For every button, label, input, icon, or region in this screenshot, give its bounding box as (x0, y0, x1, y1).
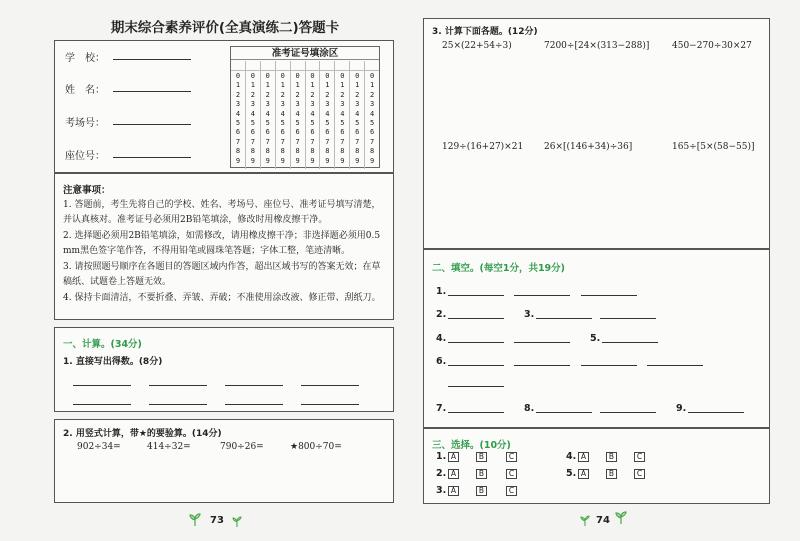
vertical-calc-expression: 790÷26= (220, 442, 264, 452)
option-a-bubble[interactable]: A (448, 469, 459, 479)
note-item: 1. 答题前，考生先将自己的学校、姓名、考场号、座位号、准考证号填写清楚，并认真核对。准考证号必须用2B铅笔填涂，修改时用橡皮擦干净。 (63, 200, 381, 225)
vertical-calc-expression: 902÷34= (77, 442, 121, 452)
fill-blank[interactable] (602, 342, 658, 343)
name-field: 姓 名： (65, 81, 105, 96)
option-c-bubble[interactable]: C (506, 452, 517, 462)
exam-room-input-line[interactable] (113, 124, 191, 125)
digit-column[interactable]: 0 1 2 3 4 5 6 7 8 9 (261, 61, 276, 169)
calc-expression: 7200÷[24×(313−288)] (544, 41, 650, 51)
question-number: 2. (436, 309, 447, 320)
digit-column[interactable]: 0 1 2 3 4 5 6 7 8 9 (246, 61, 261, 169)
seat-input-line[interactable] (113, 157, 191, 158)
school-input-line[interactable] (113, 59, 191, 60)
fill-blank[interactable] (581, 295, 637, 296)
fill-blank[interactable] (536, 318, 592, 319)
fill-blank[interactable] (581, 365, 637, 366)
fill-blank[interactable] (448, 386, 504, 387)
answer-blank[interactable] (301, 404, 359, 405)
notes-title: 注意事项： (63, 185, 111, 196)
mixed-calc-box (423, 18, 770, 249)
option-b-bubble[interactable]: B (476, 452, 487, 462)
answer-blank[interactable] (225, 385, 283, 386)
admission-number-bubble-area (230, 46, 380, 168)
calc-expression: 165÷[5×(58−55)] (672, 142, 755, 152)
question-number: 1. (436, 451, 447, 462)
fill-title: 二、填空。(每空1分，共19分) (432, 263, 566, 274)
fill-blank[interactable] (647, 365, 703, 366)
question-number: 3. (524, 309, 535, 320)
page-number: 73 (210, 515, 224, 526)
calc-expression: 26×[(146+34)÷36] (544, 142, 633, 152)
option-a-bubble[interactable]: A (448, 452, 459, 462)
digit-column[interactable]: 0 1 2 3 4 5 6 7 8 9 (276, 61, 291, 169)
digit-column[interactable]: 0 1 2 3 4 5 6 7 8 9 (306, 61, 321, 169)
fill-blank[interactable] (448, 295, 504, 296)
vertical-calc-box (54, 419, 394, 503)
option-b-bubble[interactable]: B (476, 469, 487, 479)
fill-blank[interactable] (688, 412, 744, 413)
question-number: 4. (566, 451, 577, 462)
calc-expression: 450−270÷30×27 (672, 41, 752, 51)
digit-column[interactable]: 0 1 2 3 4 5 6 7 8 9 (365, 61, 379, 169)
question-number: 9. (676, 403, 687, 414)
option-a-bubble[interactable]: A (578, 469, 589, 479)
option-a-bubble[interactable]: A (448, 486, 459, 496)
sprout-icon (578, 513, 592, 527)
right-page (400, 0, 800, 541)
page-number: 74 (596, 515, 610, 526)
note-item: 2. 选择题必须用2B铅笔填涂，如需修改，请用橡皮擦干净；非选择题必须用0.5 mm黑色签字笔作答，不得用铅笔或圆珠笔答题；字体工整，笔迹清晰。 (63, 231, 381, 256)
fill-blank[interactable] (448, 412, 504, 413)
answer-blank[interactable] (73, 385, 131, 386)
digit-column[interactable]: 0 1 2 3 4 5 6 7 8 9 (320, 61, 335, 169)
fill-blank[interactable] (514, 342, 570, 343)
fill-blank[interactable] (448, 342, 504, 343)
question-number: 3. (436, 485, 447, 496)
answer-blank[interactable] (149, 404, 207, 405)
digit-column[interactable]: 0 1 2 3 4 5 6 7 8 9 (231, 61, 246, 169)
school-field: 学 校： (65, 49, 105, 64)
answer-blank[interactable] (225, 404, 283, 405)
question-number: 8. (524, 403, 535, 414)
choice-title: 三、选择。(10分) (432, 440, 511, 451)
answer-sheet-title: 期末综合素养评价(全真演练二)答题卡 (110, 20, 340, 36)
option-c-bubble[interactable]: C (506, 469, 517, 479)
note-item: 4. 保持卡面清洁，不要折叠、弄皱、弄破；不准使用涂改液、修正带、刮纸刀。 (63, 293, 381, 303)
fill-blank[interactable] (448, 365, 504, 366)
option-c-bubble[interactable]: C (634, 469, 645, 479)
name-input-line[interactable] (113, 91, 191, 92)
option-b-bubble[interactable]: B (606, 469, 617, 479)
digit-column[interactable]: 0 1 2 3 4 5 6 7 8 9 (291, 61, 306, 169)
option-b-bubble[interactable]: B (476, 486, 487, 496)
option-a-bubble[interactable]: A (578, 452, 589, 462)
section-calculation-box (54, 327, 394, 412)
exam-room-field: 考场号： (65, 114, 105, 129)
question-number: 5. (566, 468, 577, 479)
section1-title: 一、计算。(34分) (63, 339, 142, 350)
calc-expression: 129÷(16+27)×21 (442, 142, 524, 152)
answer-blank[interactable] (149, 385, 207, 386)
digit-column[interactable]: 0 1 2 3 4 5 6 7 8 9 (350, 61, 365, 169)
section1-q2-title: 2. 用竖式计算，带★的要验算。(14分) (63, 429, 222, 439)
question-number: 5. (590, 333, 601, 344)
vertical-calc-expression: ★800÷70= (290, 442, 342, 452)
fill-blank[interactable] (600, 318, 656, 319)
question-number: 2. (436, 468, 447, 479)
fill-blank[interactable] (600, 412, 656, 413)
notes-box (54, 173, 394, 320)
option-b-bubble[interactable]: B (606, 452, 617, 462)
digit-column[interactable]: 0 1 2 3 4 5 6 7 8 9 (335, 61, 350, 169)
option-c-bubble[interactable]: C (634, 452, 645, 462)
question-number: 4. (436, 333, 447, 344)
sprout-icon (230, 514, 244, 528)
answer-blank[interactable] (301, 385, 359, 386)
multiple-choice-box (423, 428, 770, 504)
seat-field: 座位号： (65, 147, 105, 162)
student-info-box (54, 40, 394, 173)
fill-blank[interactable] (448, 318, 504, 319)
question-number: 6. (436, 356, 447, 367)
section1-q1-title: 1. 直接写出得数。(8分) (63, 357, 163, 367)
fill-blank[interactable] (514, 365, 570, 366)
calc-title: 3. 计算下面各题。(12分) (432, 27, 538, 37)
fill-in-box (423, 249, 770, 428)
option-c-bubble[interactable]: C (506, 486, 517, 496)
question-number: 7. (436, 403, 447, 414)
fill-blank[interactable] (514, 295, 570, 296)
vertical-calc-expression: 414÷32= (147, 442, 191, 452)
fill-blank[interactable] (536, 412, 592, 413)
sprout-icon (188, 513, 202, 527)
bubble-area-title: 准考证号填涂区 (231, 47, 379, 60)
question-number: 1. (436, 286, 447, 297)
calc-expression: 25×(22+54÷3) (442, 41, 512, 51)
sprout-icon (614, 511, 628, 525)
answer-blank[interactable] (73, 404, 131, 405)
note-item: 3. 请按照题号顺序在各题目的答题区域内作答，超出区域书写的答案无效；在草稿纸、试题卷上答题无效。 (63, 262, 381, 287)
